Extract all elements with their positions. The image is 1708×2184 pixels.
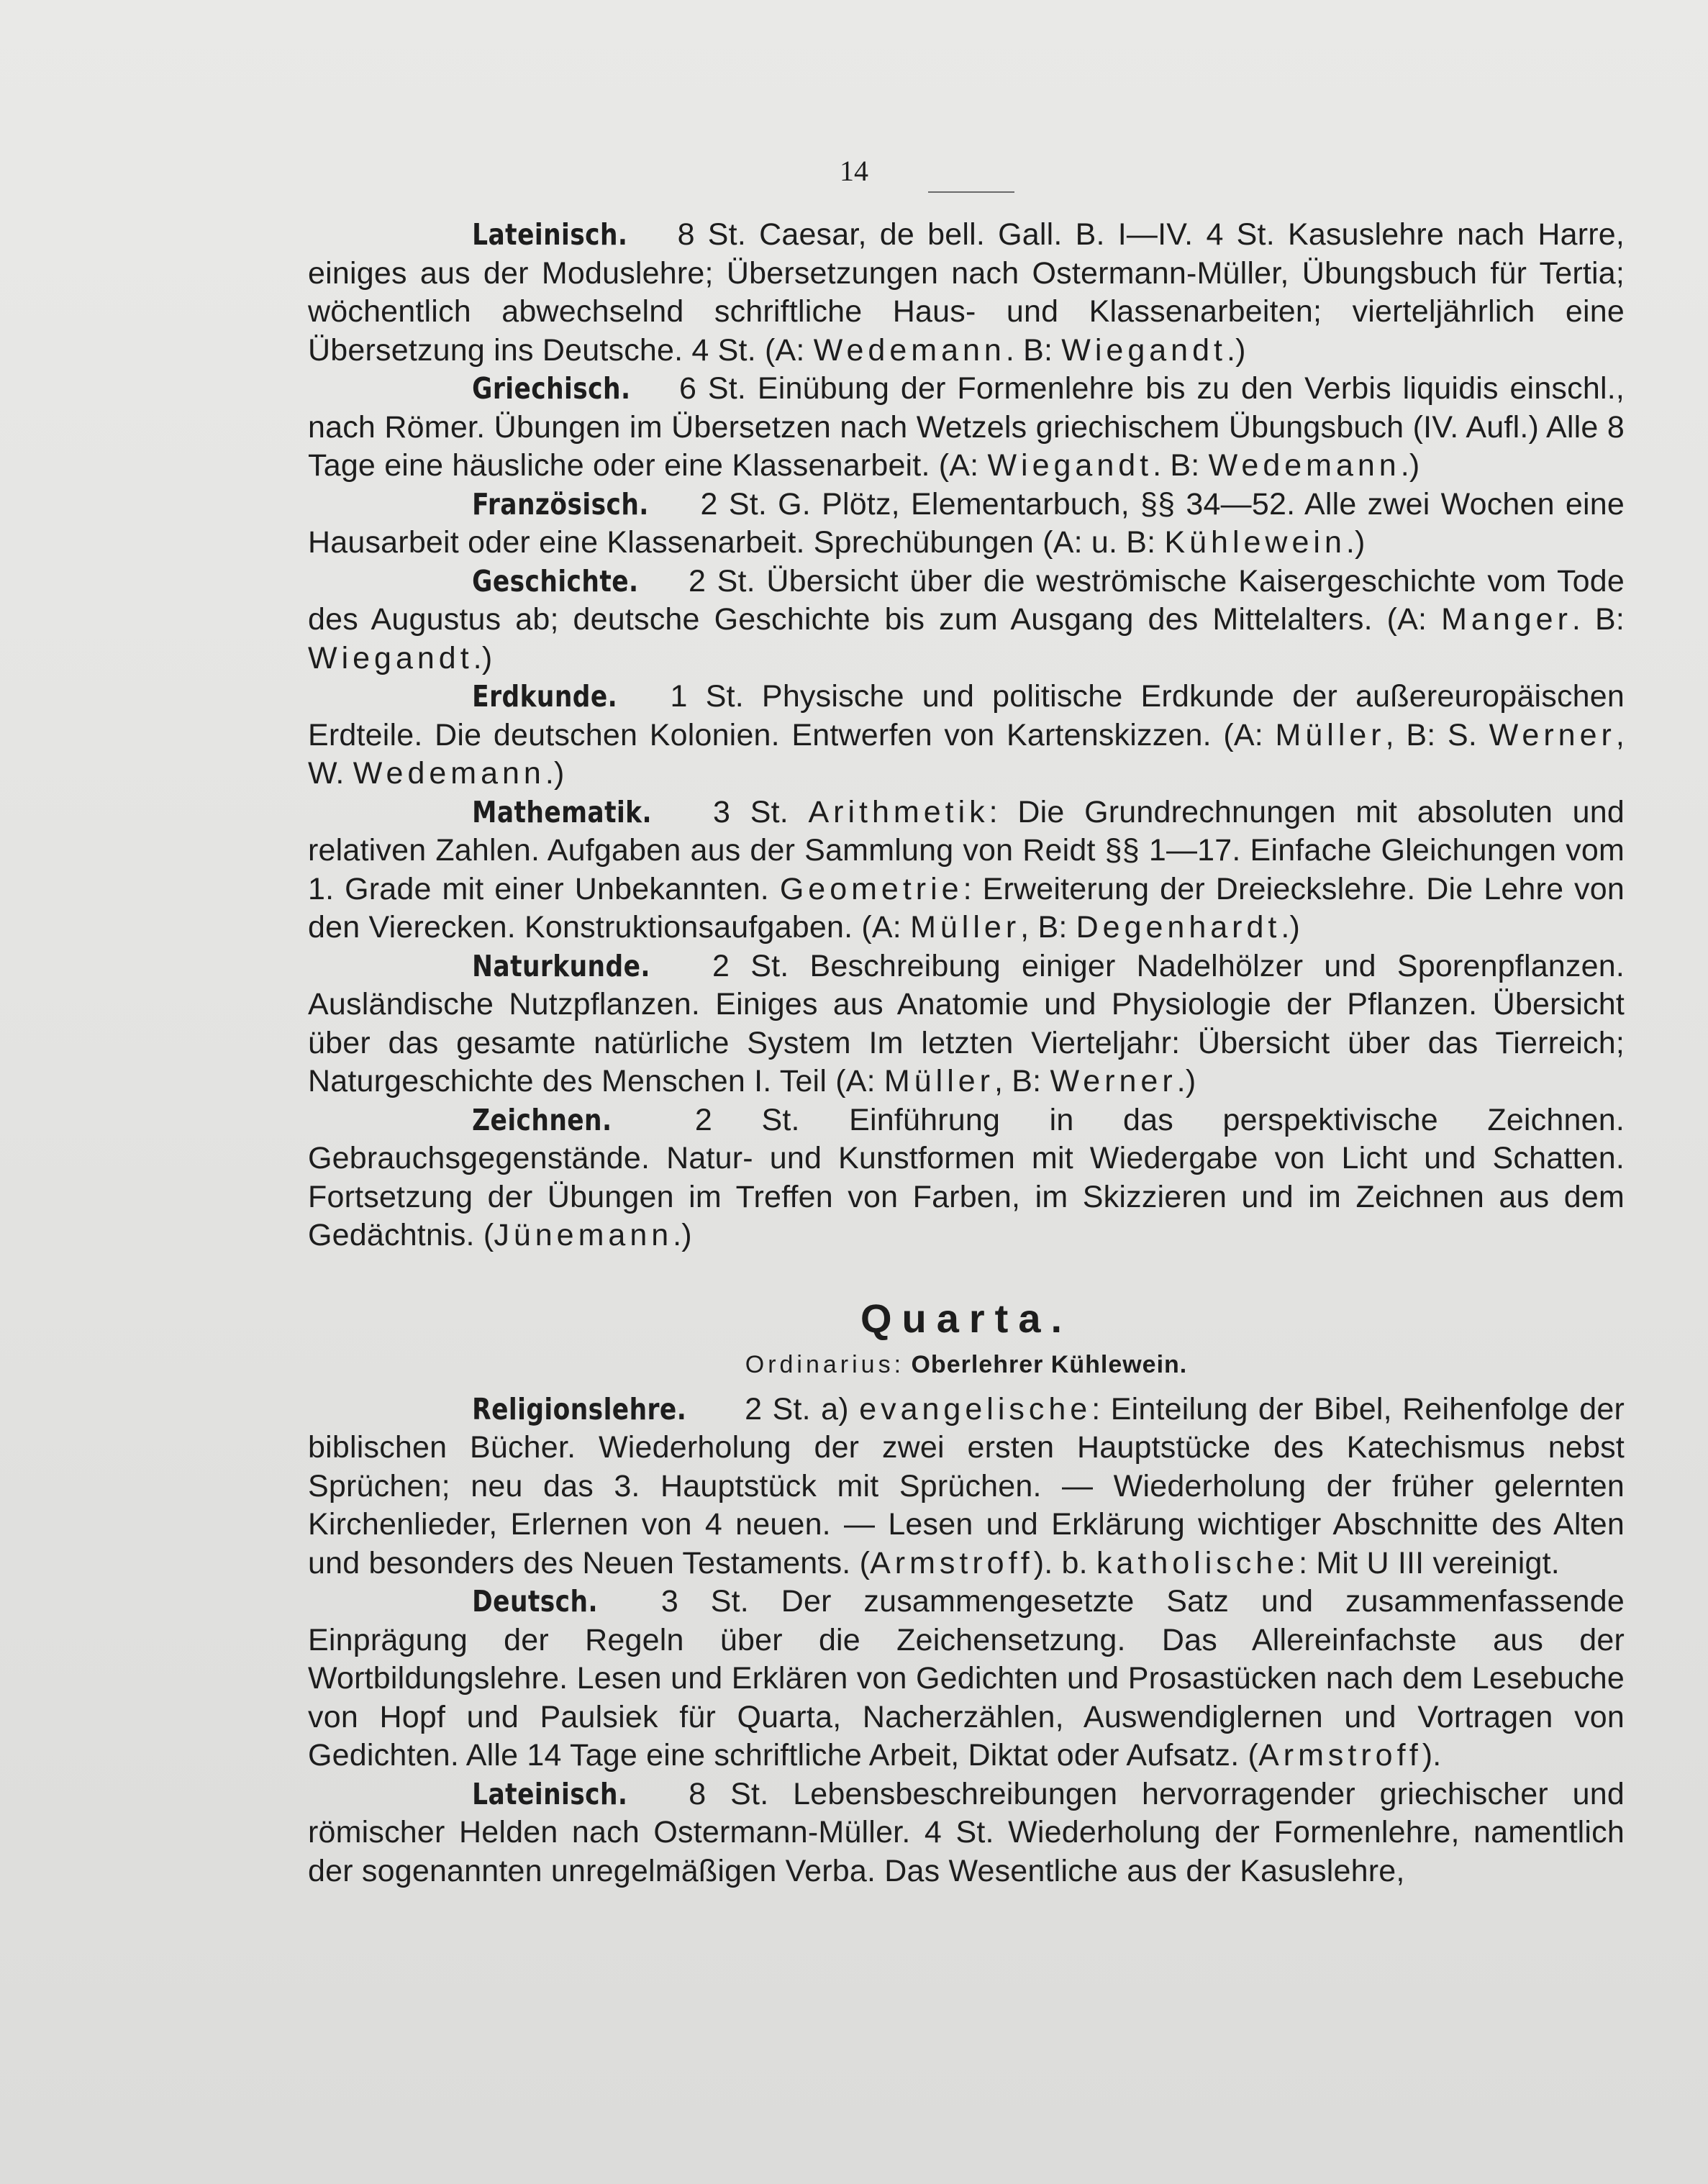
page-number-rule [928,191,1014,193]
teacher-name: Jünemann [494,1218,673,1252]
paragraph-text: . B: [1005,332,1062,368]
subject-paragraph [308,216,1625,370]
paragraph-text: 3 St. Der zusammengesetzte Satz und zusammenfassende Einprägung der Regeln über die Zeichensetzung. Das Allereinfachste aus der Wortbildungslehre. Lesen und Erklären von Gedichten und Prosastücken nach dem Lesebuche von Hopf und Paulsiek für Quarta, Nacherzählen, Auswendiglernen und Vortragen von Gedichten. Alle 14 Tage eine schriftliche Arbeit, Diktat oder Aufsatz. ( [308,1584,1625,1773]
teacher-name: Wedemann [353,756,545,791]
teacher-name: Armstroff [870,1545,1034,1580]
teacher-name: katholische [1096,1545,1299,1580]
teacher-name: Müller [1275,717,1386,752]
subject-heading: Deutsch. [472,1584,598,1619]
subject-heading: Lateinisch. [472,1776,628,1811]
subject-paragraph [308,1775,1625,1891]
paragraph-text: .) [1176,1064,1196,1098]
tertia-subjects [308,216,1625,1255]
subject-paragraph [308,793,1625,947]
paragraph-text: 2 St. Übersicht über die weströmische Kaisergeschichte vom Tode des Augustus ab; deutsche Geschichte bis zum Ausgang des Mittelalters. (A: [308,563,1625,637]
section-title: Quarta. [860,1295,1073,1341]
document-body [308,216,1625,1890]
paragraph-text: : Mit U III vereinigt. [1299,1545,1560,1580]
teacher-name: Wedemann [1208,448,1401,483]
paragraph-text: 2 St. Beschreibung einiger Nadelhölzer und Sporenpflanzen. Ausländische Nutzpflanzen. Einiges aus Anatomie und Physiologie der Pflanzen. Übersicht über das gesamte natürliche System Im letzten Vierteljahr: Übersicht über das Tierreich; Naturgeschichte des Menschen I. Teil (A: [308,948,1625,1098]
paragraph-text: 2 St. Einführung in das perspektivische Zeichnen. Gebrauchsgegenstände. Natur- und Kunstformen mit Wiedergabe von Licht und Schatten. Fortsetzung der Übungen im Treffen von Farben, im Skizzieren und im Zeichnen aus dem Gedächtnis. ( [308,1102,1625,1252]
teacher-name: Werner [1489,717,1616,752]
teacher-name: Müller [910,910,1021,945]
paragraph-text: ). b. [1033,1545,1096,1580]
paragraph-text: 8 St. Caesar, de bell. Gall. B. I—IV. 4 St. Kasuslehre nach Harre, einiges aus der Moduslehre; Übersetzungen nach Ostermann-Müller, Übungsbuch für Tertia; wöchentlich abwechselnd schriftliche Haus- und Klassenarbeiten; vierteljährlich eine Übersetzung ins Deutsche. 4 St. (A: [308,217,1625,368]
paragraph-text: .) [473,640,493,675]
subject-heading: Mathematik. [472,794,653,829]
subject-paragraph [308,1583,1625,1775]
paragraph-text: 1 St. Physische und politische Erdkunde der außereuropäischen Erdteile. Die deutschen Kolonien. Entwerfen von Kartenskizzen. (A: [308,679,1625,752]
paragraph-text: .) [545,756,565,791]
subject-heading: Erdkunde. [472,679,618,714]
paragraph-text: , B: S. [1385,717,1489,752]
page-number: 14 [840,155,868,187]
paragraph-text: : Die Grundrechnungen mit absoluten und relativen Zahlen. Aufgaben aus der Sammlung von Reidt §§ 1—17. Einfache Gleichungen vom 1. Grade mit einer Unbekannten. [308,794,1625,906]
teacher-name: Geometrie [779,871,963,906]
paragraph-text: 6 St. Einübung der Formenlehre bis zu den Verbis liquidis einschl., nach Römer. Übungen im Übersetzen nach Wetzels griechischem Übungsbuch (IV. Aufl.) Alle 8 Tage eine häusliche oder eine Klassenarbeit. (A: [308,371,1625,483]
ordinarius-line [308,1347,1625,1382]
subject-heading: Religionslehre. [472,1391,687,1427]
subject-paragraph [308,1101,1625,1255]
paragraph-text: 2 St. a) [734,1391,860,1427]
teacher-name: Wiegandt [987,448,1153,483]
paragraph-text: 2 St. G. Plötz, Elementarbuch, §§ 34—52. Alle zwei Wochen eine Hausarbeit oder eine Klassenarbeit. Sprechübungen (A: u. B: [308,486,1625,560]
subject-heading: Zeichnen. [472,1102,612,1137]
teacher-name: Wiegandt [1061,332,1227,368]
paragraph-text: : Einteilung der Bibel, Reihenfolge der biblischen Bücher. Wiederholung der zwei ersten Hauptstücke des Katechismus nebst Sprüchen; neu das 3. Hauptstück mit Sprüchen. — Wiederholung der früher gelernten Kirchenlieder, Erlernen von 4 neuen. — Lesen und Erklärung wichtiger Abschnitte des Alten und besonders des Neuen Testaments. ( [308,1391,1625,1580]
teacher-name: Armstroff [1258,1738,1422,1773]
teacher-name: Werner [1050,1064,1177,1098]
teacher-name: Kühlewein [1164,525,1346,560]
subject-paragraph [308,370,1625,486]
subject-paragraph [308,678,1625,793]
subject-heading: Lateinisch. [472,217,628,252]
subject-heading: Französisch. [472,486,649,522]
paragraph-text: .) [1400,448,1420,483]
quarta-subjects [308,1391,1625,1891]
paragraph-text: 8 St. Lebensbeschreibungen hervorragender griechischer und römischer Helden nach Ostermann-Müller. 4 St. Wiederholung der Formenlehre, namentlich der sogenannten unregelmäßigen Verba. Das Wesentliche aus der Kasuslehre, [308,1776,1625,1888]
subject-paragraph [308,563,1625,678]
paragraph-text: , B: [994,1064,1050,1098]
subject-paragraph [308,486,1625,563]
subject-paragraph [308,947,1625,1101]
paragraph-text: 3 St. [693,794,809,829]
paragraph-text: .) [673,1218,692,1252]
paragraph-text: .) [1226,332,1246,368]
paragraph-text: : Erweiterung der Dreieckslehre. Die Lehre von den Vierecken. Konstruktionsaufgaben. (A: [308,871,1625,945]
teacher-name: Wedemann [813,332,1006,368]
ordinarius-label: Ordinarius: [745,1350,905,1378]
teacher-name: evangelische [859,1391,1092,1427]
teacher-name: Wiegandt [308,640,473,675]
paragraph-text: .) [1281,910,1301,945]
teacher-name: Müller [883,1064,994,1098]
paragraph-text: . B: [1153,448,1209,483]
teacher-name: Degenhardt [1076,910,1281,945]
teacher-name: Arithmetik [808,794,989,829]
subject-heading: Griechisch. [472,371,631,406]
subject-heading: Naturkunde. [472,948,650,983]
paragraph-text: .) [1345,525,1366,560]
subject-heading: Geschichte. [472,563,639,599]
paragraph-text: ). [1422,1738,1442,1773]
paragraph-text: , W. [308,717,1625,791]
paragraph-text: , B: [1020,910,1076,945]
teacher-name: Manger [1441,602,1572,637]
paragraph-text: . B: [1571,602,1625,637]
ordinarius-name: Oberlehrer Kühlewein. [911,1350,1188,1378]
subject-paragraph [308,1391,1625,1583]
